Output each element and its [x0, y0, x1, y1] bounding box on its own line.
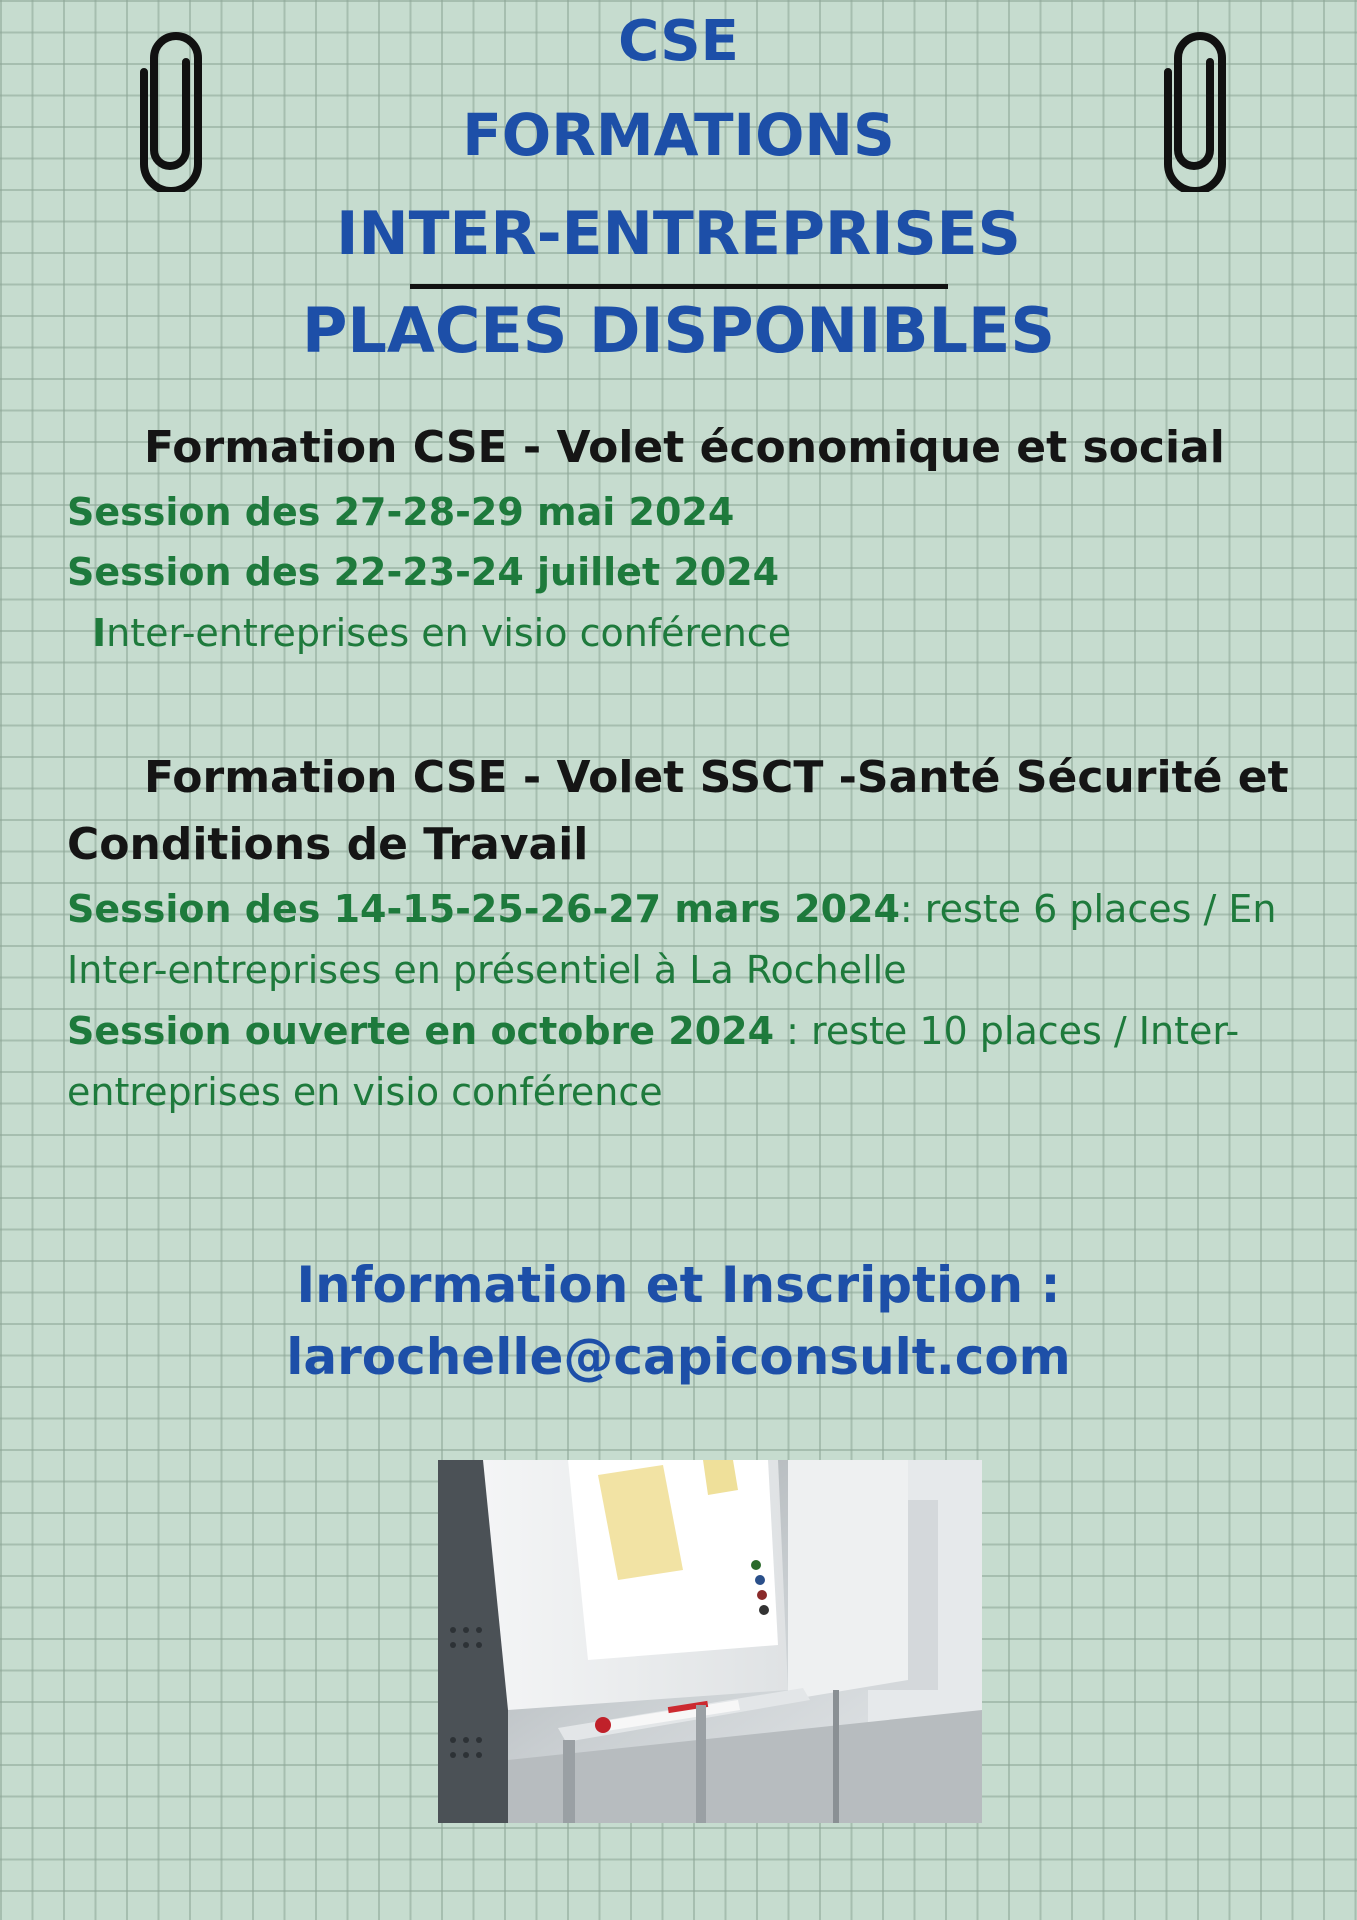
header-inter-entreprises: INTER-ENTREPRISES	[336, 199, 1021, 269]
section1-mode-rest: nter-entreprises en visio conférence	[106, 611, 792, 655]
section2-session2-line2: entreprises en visio conférence	[67, 1070, 663, 1114]
section1-session1: Session des 27-28-29 mai 2024	[67, 490, 735, 534]
section2-session1-line2: Inter-entreprises en présentiel à La Rochelle	[67, 948, 907, 992]
section2-session1-dates: Session des 14-15-25-26-27 mars 2024	[67, 887, 900, 931]
section2-session2	[67, 1009, 1240, 1053]
section1-title: Formation CSE - Volet économique et social	[144, 422, 1225, 473]
header-divider	[410, 284, 948, 289]
contact-label: Information et Inscription :	[296, 1256, 1061, 1314]
header-formations: FORMATIONS	[462, 101, 895, 169]
section2-session2-dates: Session ouverte en octobre 2024	[67, 1009, 775, 1053]
header-places-disponibles: PLACES DISPONIBLES	[301, 294, 1056, 367]
section1-mode-initial: I	[92, 611, 107, 655]
section1-session2: Session des 22-23-24 juillet 2024	[67, 550, 780, 594]
header-cse: CSE	[618, 9, 739, 74]
section1-mode	[92, 611, 792, 655]
contact-email[interactable]: larochelle@capiconsult.com	[286, 1328, 1071, 1386]
section2-title-line1: Formation CSE - Volet SSCT -Santé Sécurité et	[144, 752, 1289, 803]
section2-session1	[67, 887, 1277, 931]
section2-session1-details: : reste 6 places / En	[899, 887, 1277, 931]
section2-session2-details: : reste 10 places / Inter-	[774, 1009, 1240, 1053]
whiteboard-photo	[438, 1460, 982, 1823]
section2-title-line2: Conditions de Travail	[67, 819, 589, 870]
